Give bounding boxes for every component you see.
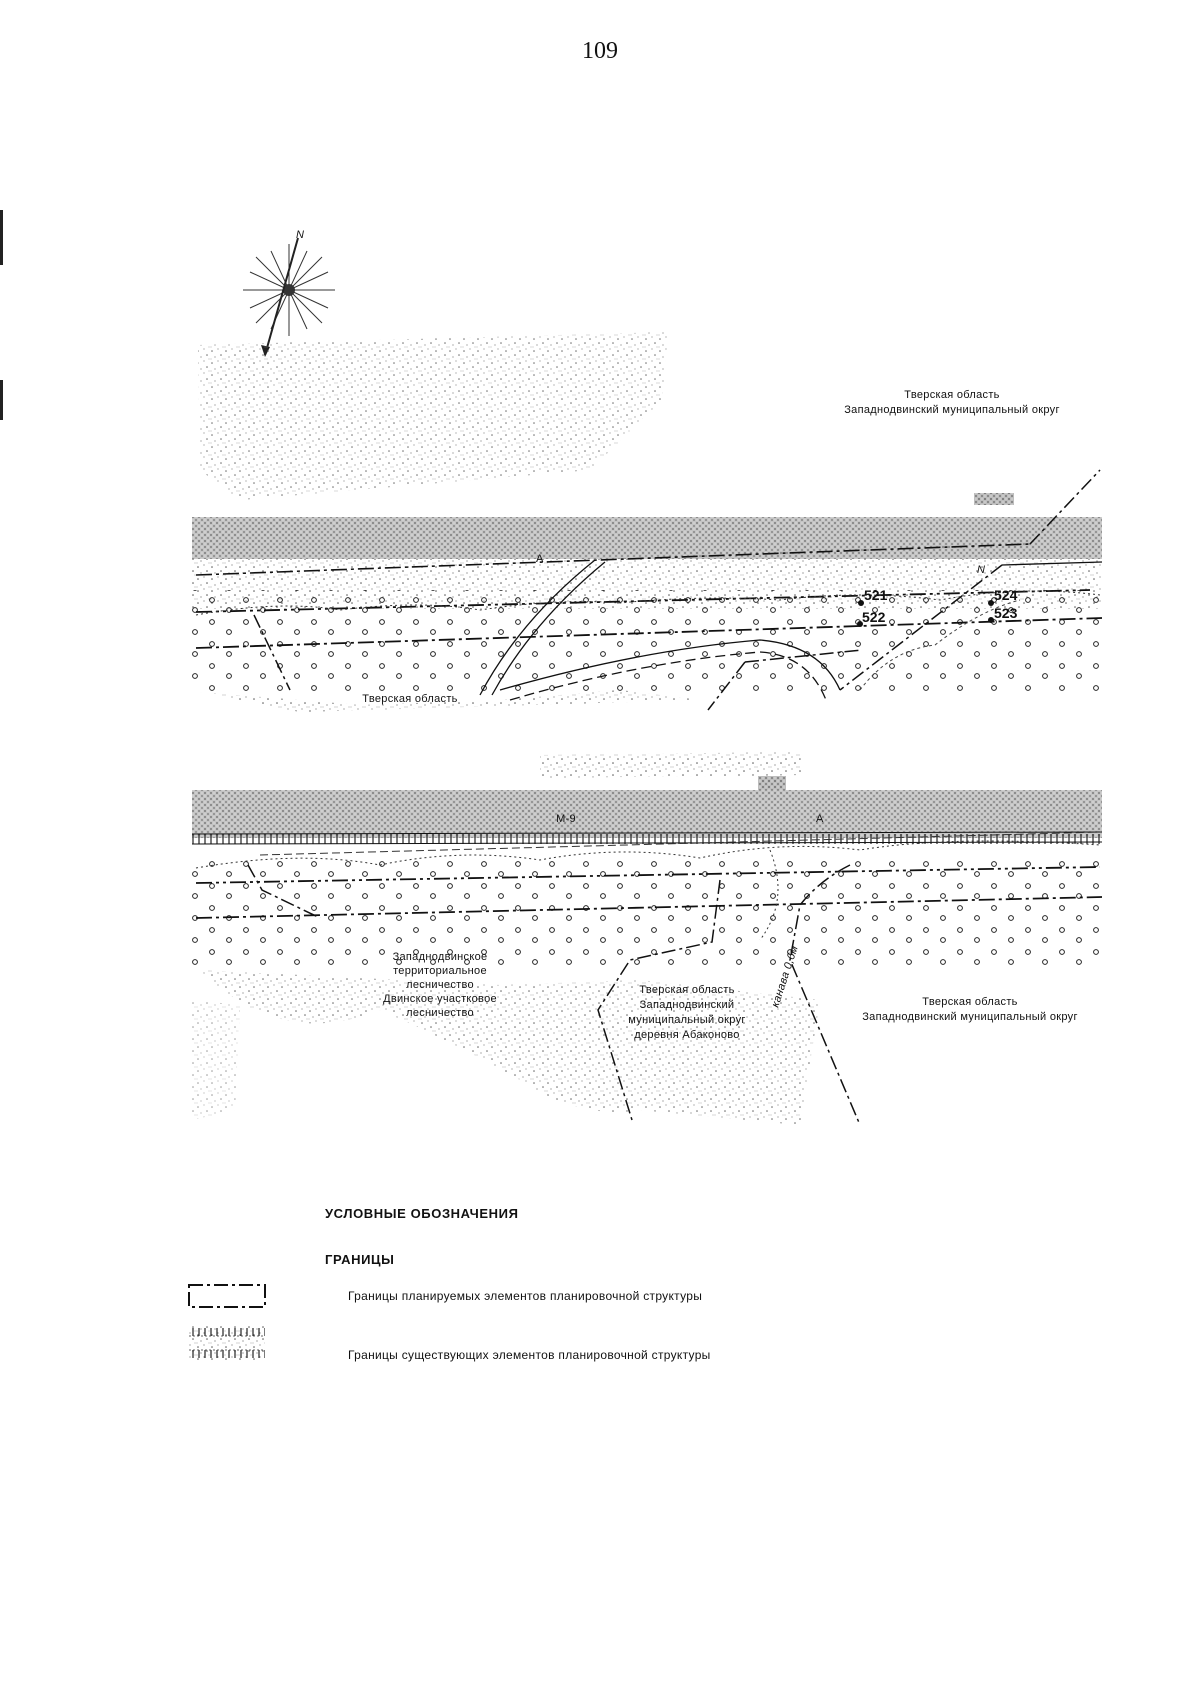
svg-text:Западнодвинский: Западнодвинский [639, 999, 735, 1011]
region-label-top-right: Тверская область [904, 389, 1000, 401]
region-label-bottom: Тверская область [362, 693, 458, 705]
legend-item-planned: Границы планируемых элементов планировочной структуры [348, 1289, 703, 1303]
road-label: А [816, 813, 824, 825]
north-arrow-icon [243, 229, 335, 357]
svg-text:муниципальный округ: муниципальный округ [628, 1014, 746, 1026]
boundary-point-label: 524 [994, 587, 1018, 603]
ditch-label: канава 0,6м [769, 944, 801, 1009]
svg-text:Западнодвинский муниципальный: Западнодвинский муниципальный округ [862, 1011, 1078, 1023]
legend-symbol-existing [189, 1326, 265, 1360]
map-panel-bottom [192, 752, 1102, 1125]
legend-symbol-planned [189, 1285, 265, 1307]
svg-text:деревня Абаконово: деревня Абаконово [634, 1029, 740, 1041]
page-number: 109 [582, 38, 618, 64]
legend-title: УСЛОВНЫЕ ОБОЗНАЧЕНИЯ [325, 1206, 519, 1221]
legend-item-existing: Границы существующих элементов планировочной структуры [348, 1348, 711, 1362]
svg-text:Западнодвинское: Западнодвинское [392, 951, 488, 963]
boundary-point-label: 522 [862, 609, 886, 625]
boundary-point-label: 523 [994, 605, 1018, 621]
svg-text:Тверская область: Тверская область [639, 984, 735, 996]
north-label: N [977, 564, 986, 576]
svg-text:территориальное: территориальное [393, 965, 487, 977]
boundary-point-label: 521 [864, 587, 888, 603]
road-label: А [536, 553, 544, 565]
svg-text:Тверская область: Тверская область [922, 996, 1018, 1008]
svg-text:Двинское участковое: Двинское участковое [383, 993, 497, 1005]
highway-label: М-9 [556, 813, 576, 825]
region-label-top-right: Западнодвинский муниципальный округ [844, 404, 1060, 416]
legend-section-title: ГРАНИЦЫ [325, 1252, 395, 1267]
svg-text:лесничество: лесничество [406, 1007, 474, 1019]
svg-text:лесничество: лесничество [406, 979, 474, 991]
region-label-right [862, 996, 1078, 1023]
north-label: N [296, 229, 305, 241]
map-panel-top [192, 332, 1102, 712]
